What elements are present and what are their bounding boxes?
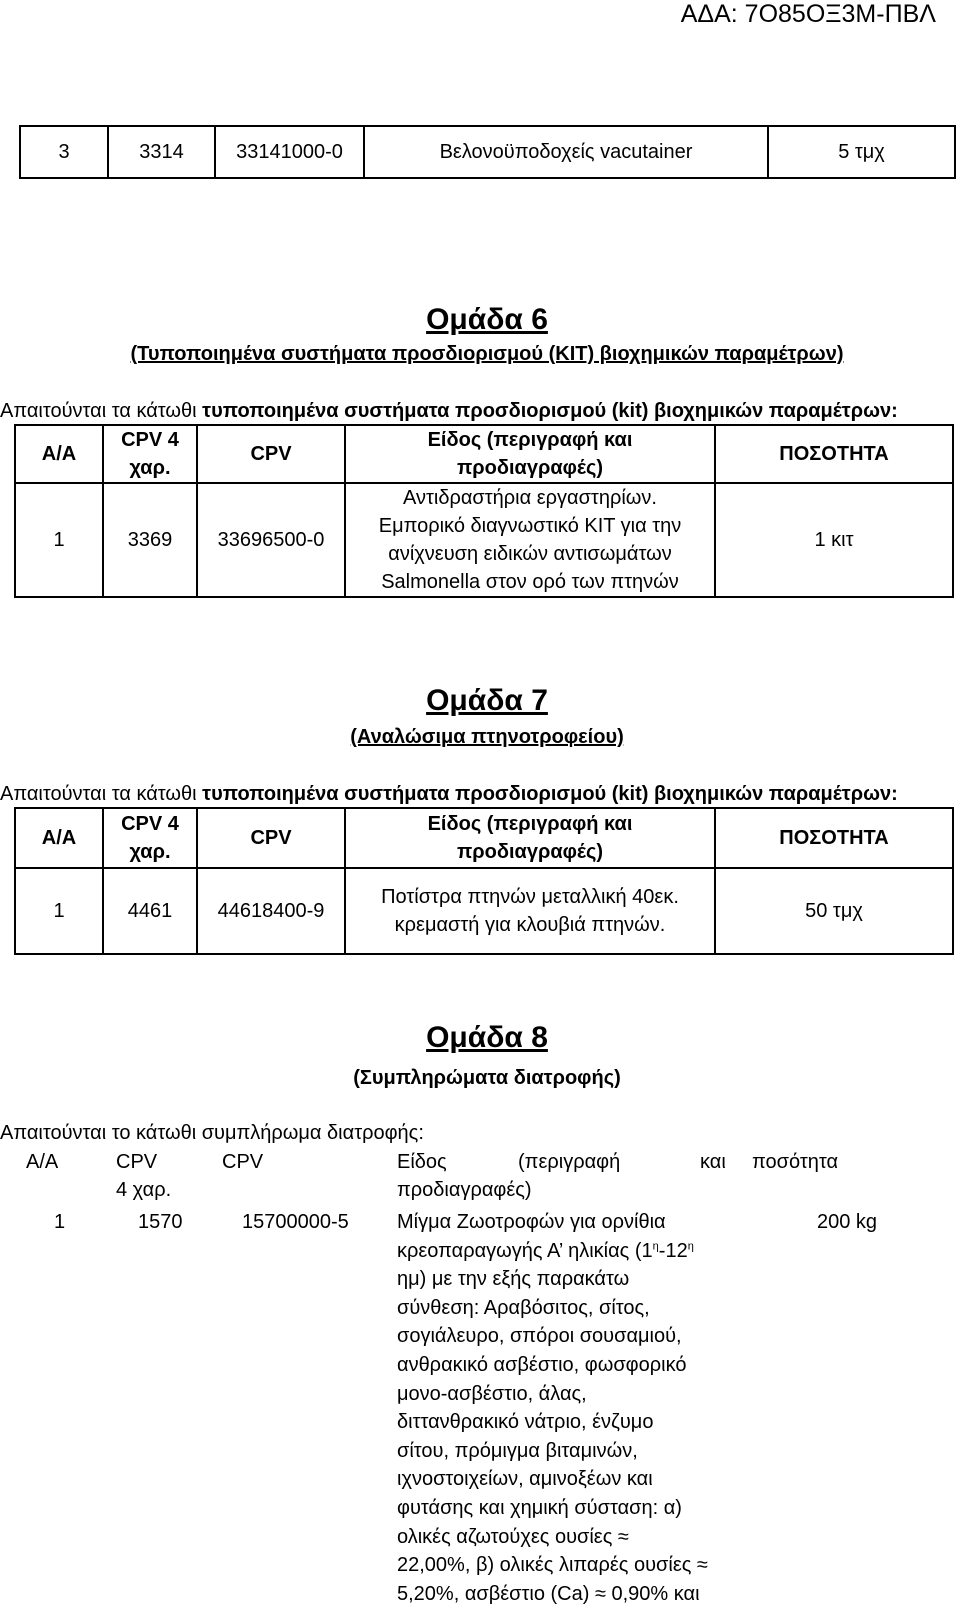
group6-intro <box>0 398 898 424</box>
desc-l2-mid: -12 <box>658 1239 688 1262</box>
cpv4-cell: 4461 <box>103 868 197 954</box>
table-header-row <box>15 808 953 868</box>
row-qty: 200 kg <box>817 1211 878 1233</box>
row-aa: 1 <box>54 1211 66 1233</box>
desc-line <box>397 1237 737 1266</box>
row-cpv: 15700000-5 <box>242 1211 349 1233</box>
header-desc-line2: προδιαγραφές) <box>456 457 604 479</box>
desc-line: Εμπορικό διαγνωστικό ΚΙΤ για την <box>378 515 682 537</box>
header-desc-line2: προδιαγραφές) <box>397 1179 532 1201</box>
group8-subtitle: (Συμπληρώματα διατροφής) <box>353 1067 621 1089</box>
group6-intro-bold: τυποποιημένα συστήματα προσδιορισμού (kit) βιοχημικών παραμέτρων: <box>202 400 898 422</box>
header-desc <box>345 808 715 868</box>
sup-marker: η <box>652 1239 659 1252</box>
desc-line: μονο-ασβέστιο, άλας, <box>397 1382 587 1405</box>
table-row <box>15 483 953 597</box>
desc-line: σύνθεση: Αραβόσιτος, σίτος, <box>397 1296 650 1319</box>
desc-line: ολικές αζωτούχες ουσίες ≈ <box>397 1525 629 1548</box>
header-desc-line1: Είδος (περιγραφή και <box>427 813 633 835</box>
group8-description <box>397 1208 737 1608</box>
header-cpv4-line2: χαρ. <box>129 457 171 479</box>
sup-marker: η <box>687 1239 694 1252</box>
row-cpv4: 1570 <box>138 1211 183 1233</box>
cpv-cell: 44618400-9 <box>197 868 345 954</box>
header-desc-word2: (περιγραφή <box>518 1151 621 1173</box>
header-desc-word1: Είδος <box>397 1151 447 1173</box>
header-cpv: CPV <box>197 808 345 868</box>
group7-subtitle: (Αναλώσιμα πτηνοτροφείου) <box>350 726 624 748</box>
table-row <box>15 868 953 954</box>
group8-intro: Απαιτούνται το κάτωθι συμπλήρωμα διατροφής: <box>0 1122 424 1144</box>
header-aa: Α/Α <box>15 425 103 483</box>
header-cpv: CPV <box>197 425 345 483</box>
table-header-row <box>15 425 953 483</box>
header-cpv4-line1: CPV 4 <box>121 813 179 835</box>
group6-table <box>14 424 954 598</box>
group7-table <box>14 807 954 955</box>
header-aa: Α/Α <box>15 808 103 868</box>
header-qty: ΠΟΣΟΤΗΤΑ <box>715 425 953 483</box>
qty-cell: 50 τμχ <box>715 868 953 954</box>
desc-l2-pre: κρεοπαραγωγής Α’ ηλικίας (1 <box>397 1239 653 1262</box>
header-cpv4 <box>103 808 197 868</box>
desc-line: διττανθρακικό νάτριο, ένζυμο <box>397 1411 654 1434</box>
cpv4-cell: 3314 <box>108 126 215 178</box>
header-aa: Α/Α <box>26 1151 59 1173</box>
header-desc-line1: Είδος (περιγραφή και <box>427 429 633 451</box>
desc-line: σογιάλευρο, σπόροι σουσαμιού, <box>397 1325 682 1348</box>
group6-title: Ομάδα 6 <box>426 303 548 336</box>
desc-cell <box>345 483 715 597</box>
group6-intro-plain: Απαιτούνται τα κάτωθι <box>0 400 203 422</box>
group7-intro-bold: τυποποιημένα συστήματα προσδιορισμού (kit) βιοχημικών παραμέτρων: <box>202 783 898 805</box>
group6-subtitle: (Τυποποιημένα συστήματα προσδιορισμού (KIT) βιοχημικών παραμέτρων) <box>130 343 844 365</box>
desc-line: φυτάσης και χημική σύσταση: α) <box>397 1496 682 1519</box>
header-cpv4-line1: CPV <box>116 1151 158 1173</box>
desc-line: 5,20%, ασβέστιο (Ca) ≈ 0,90% και <box>397 1582 700 1605</box>
group7-intro <box>0 781 898 807</box>
desc-line: Ποτίστρα πτηνών μεταλλική 40εκ. <box>381 886 679 908</box>
group7-intro-plain: Απαιτούνται τα κάτωθι <box>0 783 203 805</box>
desc-line: ημ) με την εξής παρακάτω <box>397 1268 630 1291</box>
desc-line: ιχνοστοιχείων, αμινοξέων και <box>397 1468 653 1491</box>
desc-line: κρεμαστή για κλουβιά πτηνών. <box>394 914 666 936</box>
desc-line: Salmonella στον ορό των πτηνών <box>381 571 679 593</box>
desc-line: 22,00%, β) ολικές λιπαρές ουσίες ≈ <box>397 1554 708 1577</box>
desc-line: Αντιδραστήρια εργαστηρίων. <box>403 487 657 509</box>
cpv-cell: 33141000-0 <box>215 126 364 178</box>
group8-title: Ομάδα 8 <box>426 1021 548 1054</box>
desc-line: ανίχνευση ειδικών αντισωμάτων <box>388 543 672 565</box>
ada-code: ΑΔΑ: 7Ο85ΟΞ3Μ-ΠΒΛ <box>680 0 936 28</box>
header-cpv4-line1: CPV 4 <box>121 429 179 451</box>
header-desc <box>345 425 715 483</box>
header-qty: ΠΟΣΟΤΗΤΑ <box>715 808 953 868</box>
aa-cell: 3 <box>20 126 108 178</box>
desc-cell <box>345 868 715 954</box>
desc-line: Μίγμα Ζωοτροφών για ορνίθια <box>397 1211 666 1233</box>
header-cpv4-line2: χαρ. <box>129 841 171 863</box>
header-desc-word3: και <box>700 1151 726 1173</box>
header-cpv4 <box>103 425 197 483</box>
table-row <box>20 126 955 178</box>
group7-title: Ομάδα 7 <box>426 684 548 717</box>
cpv-cell: 33696500-0 <box>197 483 345 597</box>
qty-cell: 1 κιτ <box>715 483 953 597</box>
desc-line: σίτου, πρόμιγμα βιταμινών, <box>397 1439 638 1462</box>
item-cell: Βελονοϋποδοχείς vacutainer <box>364 126 768 178</box>
cpv4-cell: 3369 <box>103 483 197 597</box>
desc-line: ανθρακικό ασβέστιο, φωσφορικό <box>397 1353 687 1376</box>
header-desc-line2: προδιαγραφές) <box>456 841 604 863</box>
header-qty: ποσότητα <box>752 1151 839 1173</box>
aa-cell: 1 <box>15 868 103 954</box>
aa-cell: 1 <box>15 483 103 597</box>
header-cpv: CPV <box>222 1151 264 1173</box>
header-cpv4-line2: 4 χαρ. <box>116 1179 172 1201</box>
qty-cell: 5 τμχ <box>768 126 955 178</box>
top-row-table <box>19 125 956 179</box>
